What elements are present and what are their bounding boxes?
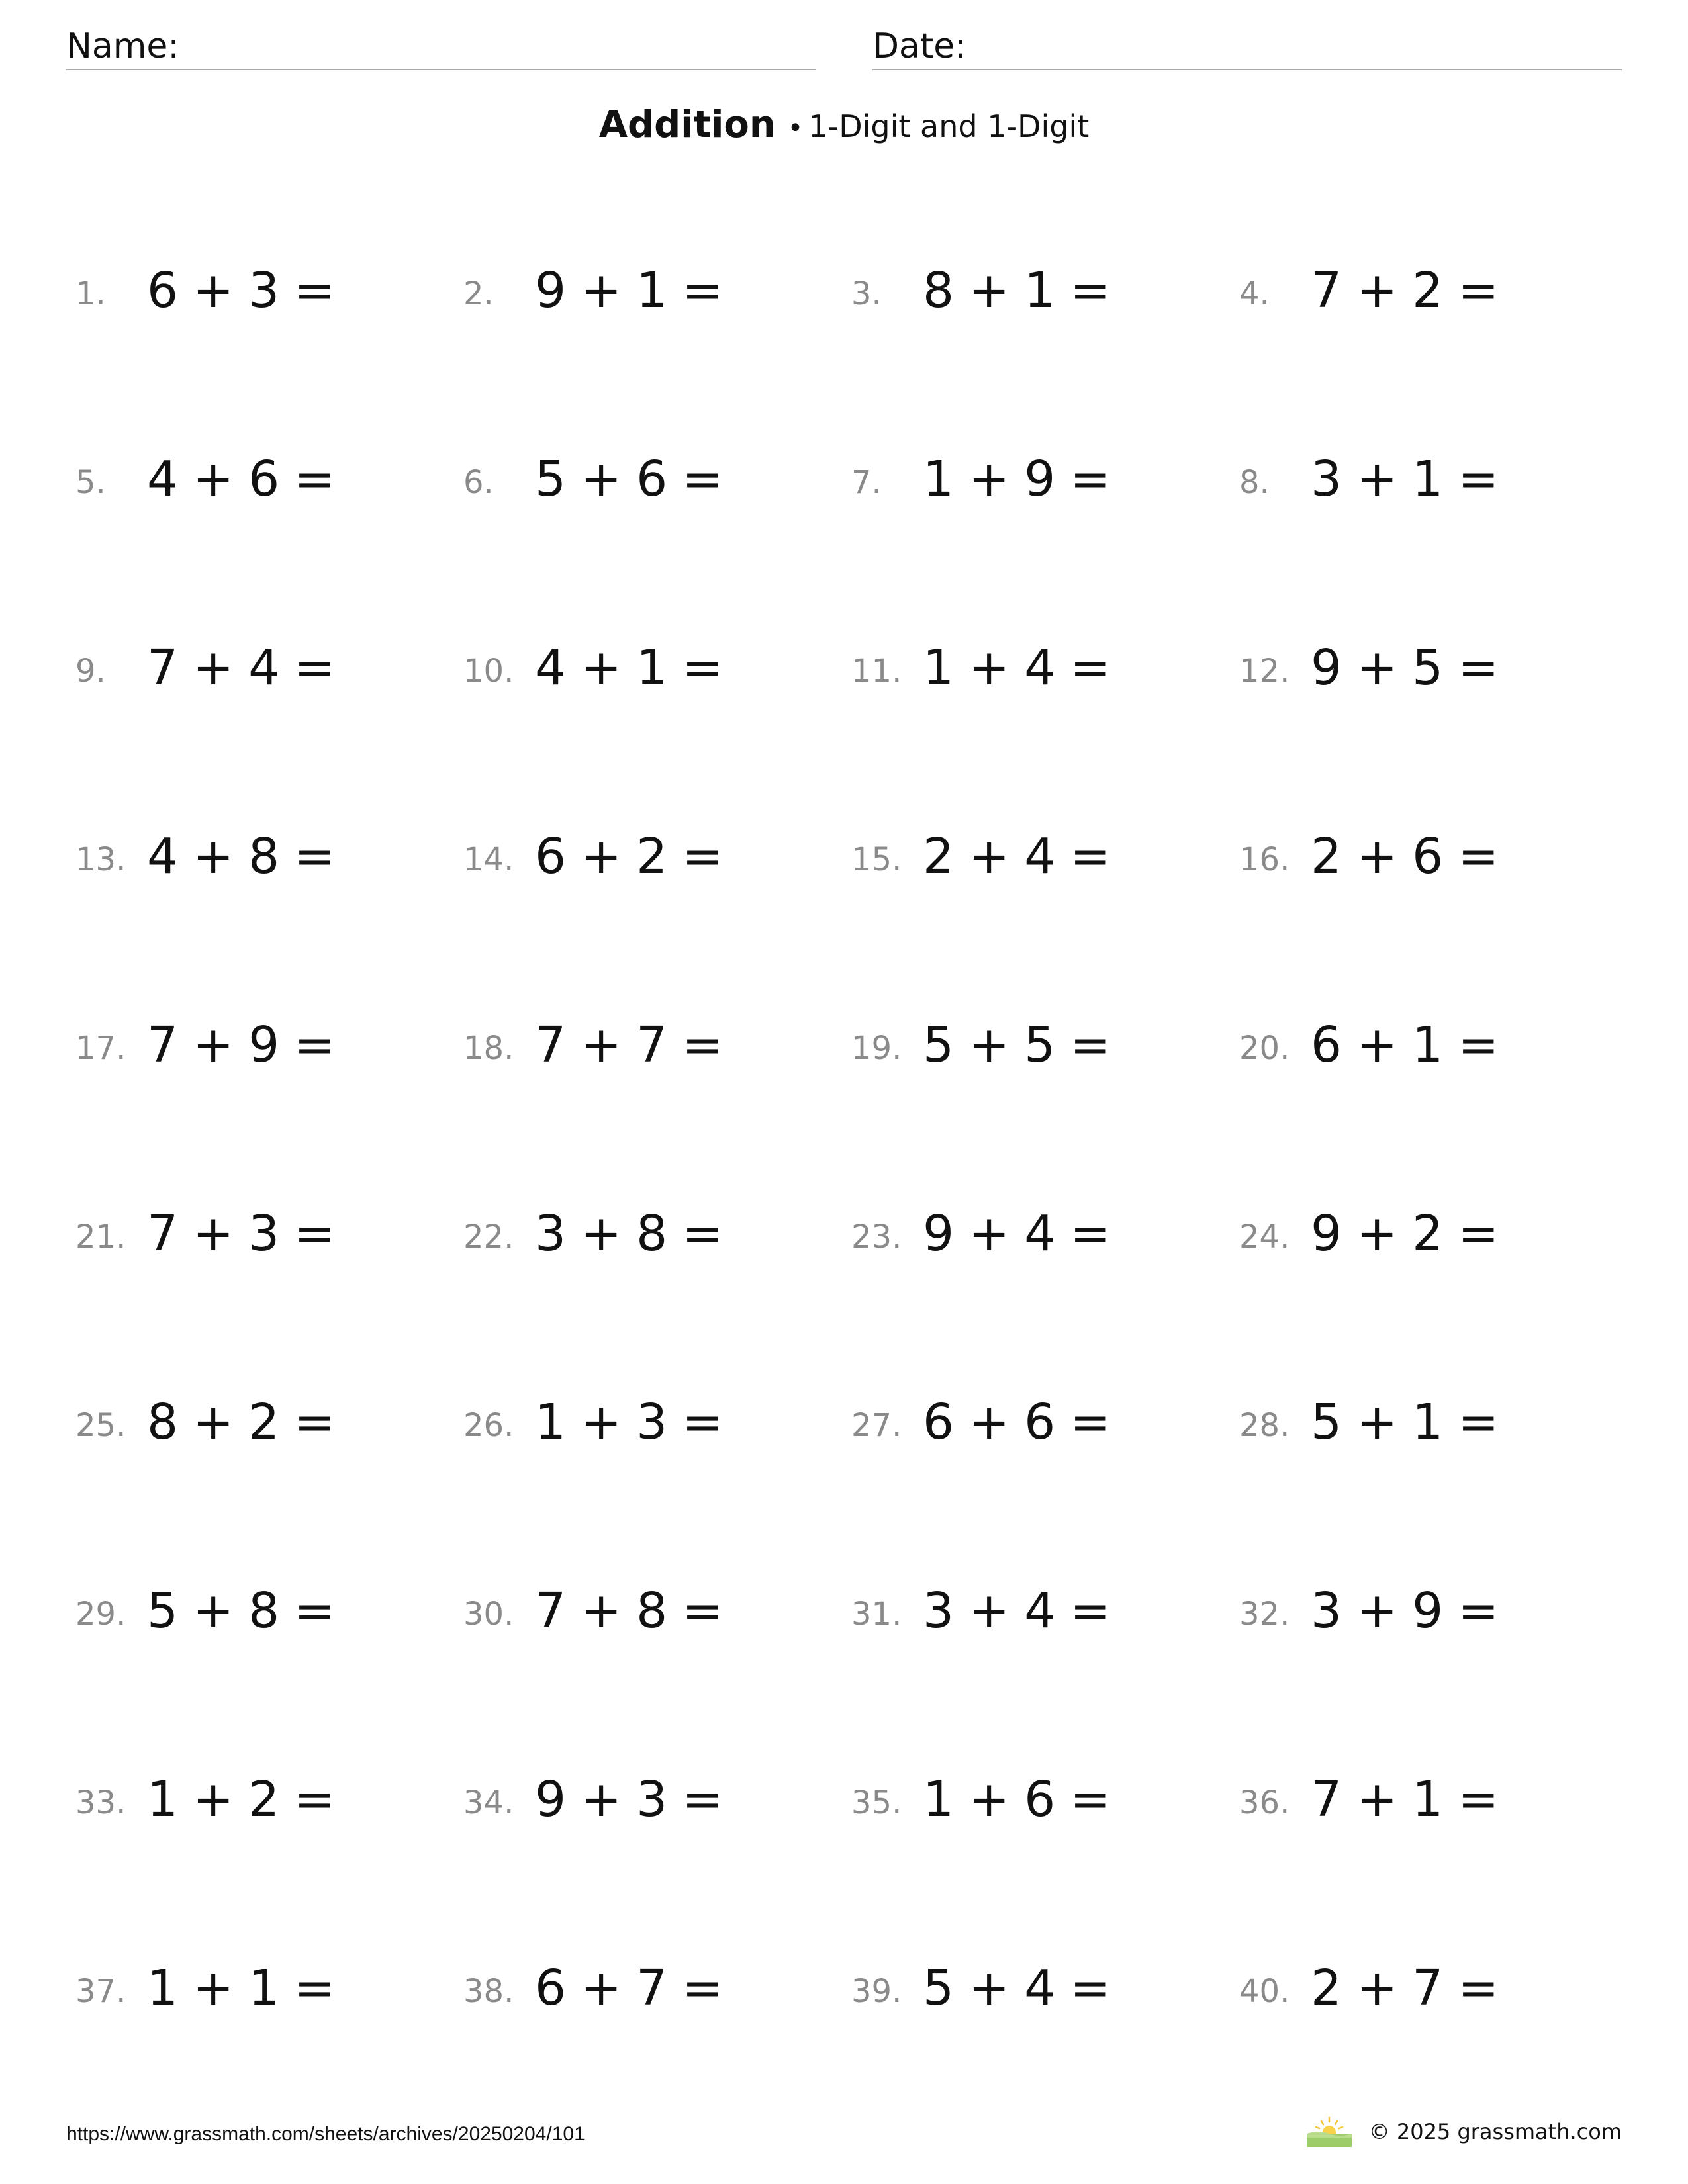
problem-addend-2: 4 (1024, 828, 1058, 885)
problem-item (75, 448, 446, 508)
problem-operator: + (581, 1394, 625, 1451)
problem-number: 17. (75, 1030, 126, 1067)
problem-number: 27. (851, 1407, 902, 1444)
problem-addend-1: 5 (1311, 1394, 1345, 1451)
problem-addend-2: 8 (636, 1582, 671, 1639)
problem-operator: + (581, 1960, 625, 2017)
problem-number: 25. (75, 1407, 126, 1444)
problem-operator: + (968, 1017, 1013, 1073)
problem-equals: = (294, 1960, 338, 2017)
problem-addend-2: 1 (636, 639, 671, 696)
problem-addend-1: 7 (147, 639, 181, 696)
problem-item (851, 1768, 1222, 1828)
problem-expression (147, 639, 350, 696)
problem-equals: = (682, 1771, 726, 1828)
problem-expression (535, 1017, 737, 1073)
problem-operator: + (193, 1582, 237, 1639)
problem-item (1239, 1957, 1610, 2017)
problem-operator: + (581, 1771, 625, 1828)
problem-expression (147, 828, 350, 885)
problem-number: 32. (1239, 1596, 1290, 1633)
problem-addend-1: 8 (923, 262, 957, 319)
problem-number: 13. (75, 841, 126, 878)
problem-addend-1: 6 (535, 828, 569, 885)
problem-addend-2: 9 (248, 1017, 283, 1073)
problem-operator: + (968, 828, 1013, 885)
problem-addend-1: 8 (147, 1394, 181, 1451)
problem-operator: + (581, 262, 625, 319)
problem-addend-1: 9 (1311, 639, 1345, 696)
problem-number: 36. (1239, 1784, 1290, 1821)
problem-addend-2: 6 (1024, 1771, 1058, 1828)
problem-operator: + (1356, 1205, 1401, 1262)
problem-equals: = (1070, 262, 1114, 319)
problem-operator: + (581, 451, 625, 508)
problem-expression (923, 451, 1125, 508)
problem-addend-1: 7 (535, 1017, 569, 1073)
problem-item (1239, 1014, 1610, 1073)
problem-number: 18. (463, 1030, 514, 1067)
problem-expression (535, 828, 737, 885)
problem-operator: + (193, 1017, 237, 1073)
problem-addend-2: 8 (248, 1582, 283, 1639)
problem-item (75, 1014, 446, 1073)
problem-equals: = (1458, 1960, 1502, 2017)
problem-item (1239, 448, 1610, 508)
problem-addend-1: 4 (535, 639, 569, 696)
problem-equals: = (294, 639, 338, 696)
problem-operator: + (968, 1771, 1013, 1828)
problem-number: 19. (851, 1030, 902, 1067)
problem-expression (1311, 639, 1513, 696)
problem-equals: = (682, 1960, 726, 2017)
problem-addend-1: 3 (1311, 451, 1345, 508)
date-label: Date: (872, 26, 966, 66)
problem-item (75, 259, 446, 319)
problem-number: 38. (463, 1973, 514, 2010)
problem-addend-2: 7 (636, 1017, 671, 1073)
problem-item (463, 448, 834, 508)
problem-addend-1: 6 (147, 262, 181, 319)
problem-operator: + (968, 262, 1013, 319)
problem-addend-2: 2 (1412, 262, 1446, 319)
problem-addend-2: 8 (248, 828, 283, 885)
problem-expression (535, 1960, 737, 2017)
problem-expression (535, 262, 737, 319)
problem-addend-2: 3 (248, 1205, 283, 1262)
problem-operator: + (968, 1205, 1013, 1262)
problem-item (1239, 637, 1610, 696)
problem-expression (923, 1771, 1125, 1828)
name-label: Name: (66, 26, 179, 66)
problem-operator: + (581, 639, 625, 696)
problem-addend-2: 7 (636, 1960, 671, 2017)
problem-addend-2: 3 (248, 262, 283, 319)
problem-equals: = (682, 639, 726, 696)
problem-equals: = (682, 828, 726, 885)
problem-operator: + (1356, 639, 1401, 696)
problem-addend-1: 9 (1311, 1205, 1345, 1262)
problem-operator: + (193, 262, 237, 319)
problem-equals: = (1070, 451, 1114, 508)
problem-operator: + (193, 1394, 237, 1451)
problem-addend-1: 6 (535, 1960, 569, 2017)
problem-addend-1: 1 (147, 1960, 181, 2017)
problem-item (1239, 1580, 1610, 1639)
problem-expression (923, 1017, 1125, 1073)
problem-operator: + (1356, 1960, 1401, 2017)
problem-addend-2: 1 (1412, 1771, 1446, 1828)
problem-addend-1: 2 (923, 828, 957, 885)
problem-number: 7. (851, 464, 882, 501)
problem-addend-1: 4 (147, 828, 181, 885)
problem-expression (535, 451, 737, 508)
problem-addend-2: 1 (1024, 262, 1058, 319)
problem-addend-2: 2 (636, 828, 671, 885)
problem-addend-2: 9 (1024, 451, 1058, 508)
problem-item (463, 825, 834, 885)
problem-addend-1: 5 (535, 451, 569, 508)
problem-expression (535, 1582, 737, 1639)
problem-equals: = (1070, 1771, 1114, 1828)
worksheet-title (0, 103, 1688, 146)
problem-number: 16. (1239, 841, 1290, 878)
problem-number: 9. (75, 653, 106, 690)
problem-equals: = (1070, 1960, 1114, 2017)
problem-item (75, 637, 446, 696)
problem-equals: = (1458, 1582, 1502, 1639)
problem-equals: = (294, 451, 338, 508)
problem-operator: + (193, 451, 237, 508)
problem-number: 20. (1239, 1030, 1290, 1067)
problem-expression (147, 1960, 350, 2017)
problem-equals: = (682, 262, 726, 319)
problem-operator: + (968, 639, 1013, 696)
problem-operator: + (581, 1582, 625, 1639)
problem-item (75, 1580, 446, 1639)
problem-item (1239, 1391, 1610, 1451)
problem-number: 14. (463, 841, 514, 878)
problem-item (75, 1768, 446, 1828)
problem-addend-2: 1 (1412, 1394, 1446, 1451)
problem-addend-1: 7 (1311, 262, 1345, 319)
problem-number: 40. (1239, 1973, 1290, 2010)
problem-equals: = (682, 1017, 726, 1073)
title-separator: • (787, 113, 804, 144)
problem-expression (923, 1960, 1125, 2017)
problem-addend-2: 6 (248, 451, 283, 508)
problem-number: 8. (1239, 464, 1270, 501)
problem-equals: = (682, 1582, 726, 1639)
footer-copyright: © 2025 grassmath.com (1368, 2119, 1622, 2144)
problem-addend-2: 3 (636, 1394, 671, 1451)
problem-operator: + (1356, 1771, 1401, 1828)
problem-item (463, 637, 834, 696)
problem-expression (1311, 1960, 1513, 2017)
problem-expression (147, 262, 350, 319)
problem-item (463, 1203, 834, 1262)
problem-expression (1311, 1771, 1513, 1828)
problem-number: 37. (75, 1973, 126, 2010)
problem-item (75, 1203, 446, 1262)
problem-expression (147, 451, 350, 508)
problem-number: 4. (1239, 275, 1270, 312)
problem-equals: = (1070, 1394, 1114, 1451)
problem-equals: = (1070, 828, 1114, 885)
problem-addend-1: 1 (923, 451, 957, 508)
problem-addend-2: 1 (636, 262, 671, 319)
problem-operator: + (193, 639, 237, 696)
problem-equals: = (1458, 1394, 1502, 1451)
problem-expression (535, 1394, 737, 1451)
problem-item (851, 825, 1222, 885)
problem-addend-2: 1 (1412, 451, 1446, 508)
problem-equals: = (294, 1582, 338, 1639)
problem-number: 12. (1239, 653, 1290, 690)
title-subtitle: 1-Digit and 1-Digit (808, 109, 1090, 144)
problem-number: 29. (75, 1596, 126, 1633)
footer-branding (1307, 2115, 1622, 2148)
problem-equals: = (294, 1017, 338, 1073)
problem-number: 39. (851, 1973, 902, 2010)
problem-expression (147, 1205, 350, 1262)
problem-addend-2: 5 (1412, 639, 1446, 696)
problem-addend-1: 3 (923, 1582, 957, 1639)
problem-item (851, 448, 1222, 508)
problem-expression (535, 1205, 737, 1262)
problem-number: 31. (851, 1596, 902, 1633)
problem-addend-1: 5 (147, 1582, 181, 1639)
problem-operator: + (1356, 828, 1401, 885)
problem-operator: + (1356, 1017, 1401, 1073)
problem-expression (147, 1771, 350, 1828)
problem-equals: = (294, 1771, 338, 1828)
problem-operator: + (193, 1960, 237, 2017)
problem-operator: + (1356, 451, 1401, 508)
problem-addend-1: 9 (535, 1771, 569, 1828)
problem-addend-2: 5 (1024, 1017, 1058, 1073)
problem-item (1239, 825, 1610, 885)
problem-expression (923, 1205, 1125, 1262)
problem-addend-1: 7 (535, 1582, 569, 1639)
problem-operator: + (581, 828, 625, 885)
problem-addend-1: 3 (535, 1205, 569, 1262)
problem-operator: + (968, 1394, 1013, 1451)
problem-equals: = (1458, 451, 1502, 508)
problem-operator: + (968, 451, 1013, 508)
date-field[interactable] (872, 25, 1622, 70)
problem-number: 6. (463, 464, 494, 501)
problem-item (851, 1014, 1222, 1073)
problem-number: 21. (75, 1218, 126, 1255)
problem-expression (923, 262, 1125, 319)
problem-addend-1: 1 (923, 1771, 957, 1828)
problem-equals: = (682, 1205, 726, 1262)
problem-equals: = (682, 1394, 726, 1451)
problem-number: 34. (463, 1784, 514, 1821)
problem-equals: = (1070, 1205, 1114, 1262)
sun-over-grass-icon (1307, 2116, 1352, 2147)
problem-addend-1: 6 (1311, 1017, 1345, 1073)
problem-addend-1: 1 (923, 639, 957, 696)
problem-item (463, 1957, 834, 2017)
problem-operator: + (193, 828, 237, 885)
problem-operator: + (193, 1771, 237, 1828)
problem-expression (923, 828, 1125, 885)
problem-item (851, 1957, 1222, 2017)
problem-addend-2: 7 (1412, 1960, 1446, 2017)
problem-addend-1: 3 (1311, 1582, 1345, 1639)
problem-item (75, 1391, 446, 1451)
problem-equals: = (1458, 828, 1502, 885)
problem-equals: = (1458, 639, 1502, 696)
problem-addend-2: 6 (636, 451, 671, 508)
problem-expression (1311, 1017, 1513, 1073)
problem-addend-2: 4 (1024, 639, 1058, 696)
problem-equals: = (294, 262, 338, 319)
problem-operator: + (968, 1960, 1013, 2017)
problem-item (463, 1014, 834, 1073)
problem-item (851, 1391, 1222, 1451)
problem-equals: = (294, 828, 338, 885)
problem-expression (923, 639, 1125, 696)
problem-addend-2: 8 (636, 1205, 671, 1262)
problem-addend-2: 6 (1024, 1394, 1058, 1451)
problem-addend-2: 4 (1024, 1205, 1058, 1262)
problem-addend-2: 2 (248, 1771, 283, 1828)
footer-url: https://www.grassmath.com/sheets/archives/20250204/101 (66, 2123, 585, 2145)
problem-equals: = (1458, 262, 1502, 319)
problem-equals: = (1070, 1582, 1114, 1639)
problem-expression (923, 1394, 1125, 1451)
problem-expression (147, 1582, 350, 1639)
problem-expression (1311, 451, 1513, 508)
problem-addend-1: 5 (923, 1960, 957, 2017)
problem-number: 2. (463, 275, 494, 312)
problem-addend-2: 6 (1412, 828, 1446, 885)
problem-item (463, 1580, 834, 1639)
problem-equals: = (1070, 1017, 1114, 1073)
problem-operator: + (1356, 1582, 1401, 1639)
problem-addend-2: 4 (248, 639, 283, 696)
problem-operator: + (581, 1205, 625, 1262)
problem-addend-1: 9 (923, 1205, 957, 1262)
problem-number: 22. (463, 1218, 514, 1255)
problem-number: 1. (75, 275, 106, 312)
problem-item (1239, 1203, 1610, 1262)
problem-equals: = (294, 1394, 338, 1451)
problem-item (463, 1391, 834, 1451)
problem-addend-2: 2 (1412, 1205, 1446, 1262)
problem-addend-1: 6 (923, 1394, 957, 1451)
problem-addend-1: 2 (1311, 1960, 1345, 2017)
problem-number: 24. (1239, 1218, 1290, 1255)
problem-addend-1: 9 (535, 262, 569, 319)
problem-addend-1: 4 (147, 451, 181, 508)
problem-item (1239, 1768, 1610, 1828)
problem-item (463, 1768, 834, 1828)
problem-expression (535, 1771, 737, 1828)
problem-number: 23. (851, 1218, 902, 1255)
problem-expression (147, 1017, 350, 1073)
problem-expression (1311, 1582, 1513, 1639)
name-field[interactable] (66, 25, 816, 70)
problem-item (463, 259, 834, 319)
problem-equals: = (1458, 1017, 1502, 1073)
problem-addend-2: 3 (636, 1771, 671, 1828)
problem-item (851, 1580, 1222, 1639)
problem-number: 5. (75, 464, 106, 501)
problem-addend-1: 5 (923, 1017, 957, 1073)
problem-addend-2: 9 (1412, 1582, 1446, 1639)
problem-number: 3. (851, 275, 882, 312)
problem-operator: + (193, 1205, 237, 1262)
problem-number: 28. (1239, 1407, 1290, 1444)
problem-number: 35. (851, 1784, 902, 1821)
problem-addend-1: 1 (147, 1771, 181, 1828)
problem-addend-1: 7 (147, 1205, 181, 1262)
problem-equals: = (1458, 1205, 1502, 1262)
problem-equals: = (682, 451, 726, 508)
problem-number: 30. (463, 1596, 514, 1633)
problem-addend-2: 2 (248, 1394, 283, 1451)
problem-addend-2: 1 (1412, 1017, 1446, 1073)
problem-expression (923, 1582, 1125, 1639)
problem-equals: = (1458, 1771, 1502, 1828)
problem-expression (1311, 1394, 1513, 1451)
problem-operator: + (1356, 1394, 1401, 1451)
problem-equals: = (1070, 639, 1114, 696)
problem-operator: + (581, 1017, 625, 1073)
problem-addend-1: 2 (1311, 828, 1345, 885)
problem-item (851, 637, 1222, 696)
problem-addend-2: 4 (1024, 1960, 1058, 2017)
problem-number: 26. (463, 1407, 514, 1444)
problem-addend-2: 1 (248, 1960, 283, 2017)
problem-addend-1: 7 (147, 1017, 181, 1073)
problem-item (851, 1203, 1222, 1262)
problem-item (75, 825, 446, 885)
problem-addend-1: 7 (1311, 1771, 1345, 1828)
problem-number: 10. (463, 653, 514, 690)
problem-number: 15. (851, 841, 902, 878)
problem-operator: + (1356, 262, 1401, 319)
problem-expression (1311, 262, 1513, 319)
problem-expression (535, 639, 737, 696)
problem-expression (147, 1394, 350, 1451)
problem-operator: + (968, 1582, 1013, 1639)
problem-item (1239, 259, 1610, 319)
problem-addend-1: 1 (535, 1394, 569, 1451)
problem-equals: = (294, 1205, 338, 1262)
problem-number: 33. (75, 1784, 126, 1821)
problem-expression (1311, 828, 1513, 885)
problem-expression (1311, 1205, 1513, 1262)
problem-number: 11. (851, 653, 902, 690)
problem-addend-2: 4 (1024, 1582, 1058, 1639)
title-main: Addition (598, 103, 776, 146)
problem-item (75, 1957, 446, 2017)
problem-item (851, 259, 1222, 319)
